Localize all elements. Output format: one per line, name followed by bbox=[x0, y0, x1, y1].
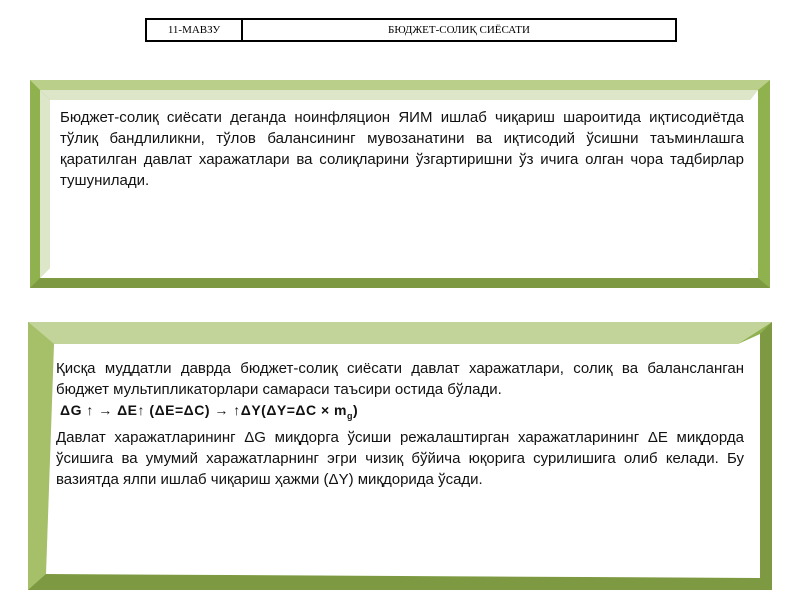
formula-main: ΔG ↑ → ΔE↑ (ΔE=ΔC) → ↑ΔY(ΔY=ΔC × m bbox=[60, 402, 347, 418]
formula-suffix: ) bbox=[352, 402, 359, 418]
multiplier-formula bbox=[56, 400, 744, 427]
topic-title: БЮДЖЕТ-СОЛИҚ СИЁСАТИ bbox=[388, 24, 530, 36]
topic-number: 11-МАВЗУ bbox=[147, 20, 243, 40]
multiplier-text bbox=[56, 358, 744, 490]
multiplier-intro: Қисқа муддатли даврда бюджет-солиқ сиёсати давлат харажатлари, солиқ ва балансланган бюджет мультипликаторлари самараси таъсири остида бўлади. bbox=[56, 360, 744, 398]
formula-subscript: g bbox=[346, 410, 353, 421]
multiplier-conclusion: Давлат харажатларининг ΔG миқдорга ўсиши режалаштирган харажатларининг ΔE миқдорда ўсишига ва умумий харажатларнинг эгри чизиқ бўйича юқорига сурилишига олиб келади. Бу вазиятда ялпи ишлаб чиқариш ҳажми (ΔY) миқдорида ўсади. bbox=[56, 428, 744, 488]
multiplier-box bbox=[28, 322, 772, 590]
header-table bbox=[145, 18, 677, 42]
definition-text: Бюджет-солиқ сиёсати деганда ноинфляцион ЯИМ ишлаб чиқариш шароитида иқтисодиётда тўлиқ бандлиликни, тўлов балансининг мувозанатини ва иқтисодий ўсишни таъминлашга қаратилган давлат харажатлари ва солиқларини ўзгартиришни ўз ичига олган чора тадбирлар тушунилади. bbox=[60, 109, 744, 189]
definition-box bbox=[30, 80, 770, 288]
